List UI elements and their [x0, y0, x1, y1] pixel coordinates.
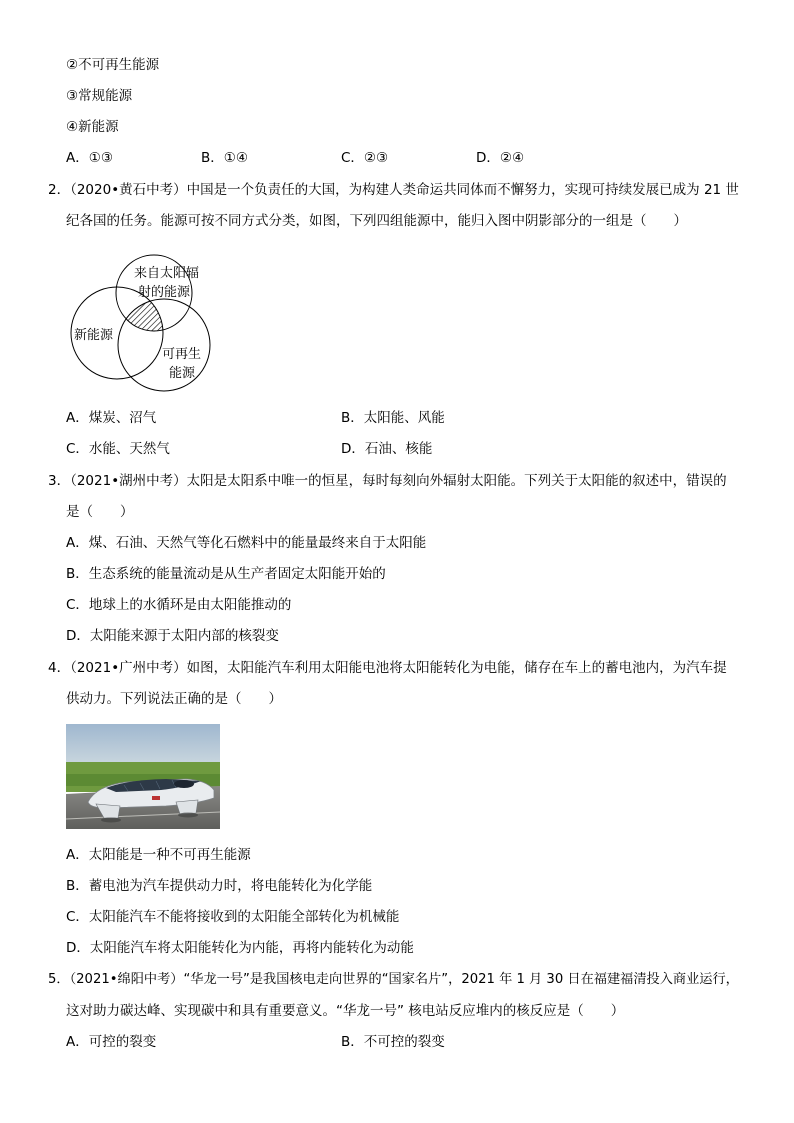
q1-item-3: ③常规能源 — [66, 88, 133, 104]
q3-option-d: D．太阳能来源于太阳内部的核裂变 — [66, 628, 279, 644]
q2-option-d: D．石油、核能 — [341, 441, 433, 457]
q4-option-a: A．太阳能是一种不可再生能源 — [66, 847, 251, 863]
q3-stem-line1: 3．（2021•湖州中考）太阳是太阳系中唯一的恒星，每时每刻向外辐射太阳能。下列关于太阳能的叙述中，错误的 — [48, 473, 727, 489]
venn-label-solar-2: 射的能源 — [138, 285, 191, 300]
q1-item-4: ④新能源 — [66, 119, 119, 135]
q1-option-b: B．①④ — [201, 150, 248, 166]
q4-option-c: C．太阳能汽车不能将接收到的太阳能全部转化为机械能 — [66, 909, 400, 925]
solar-car-photo — [66, 724, 220, 829]
q2-stem-line2: 纪各国的任务。能源可按不同方式分类，如图，下列四组能源中，能归入图中阴影部分的一组是（ ） — [66, 213, 687, 229]
q2-stem-line1: 2．（2020•黄石中考）中国是一个负责任的大国，为构建人类命运共同体而不懈努力，实现可持续发展已成为 21 世 — [48, 182, 739, 198]
q1-item-2: ②不可再生能源 — [66, 57, 160, 73]
q4-option-b: B．蓄电池为汽车提供动力时，将电能转化为化学能 — [66, 878, 373, 894]
q5-stem-line2: 这对助力碳达峰、实现碳中和具有重要意义。“华龙一号” 核电站反应堆内的核反应是（ ） — [66, 1003, 625, 1019]
q1-option-a: A．①③ — [66, 150, 113, 166]
venn-label-new-energy: 新能源 — [74, 328, 114, 343]
q1-option-c: C．②③ — [341, 150, 389, 166]
q2-option-b: B．太阳能、风能 — [341, 410, 445, 426]
q1-option-d: D．②④ — [476, 150, 525, 166]
q2-option-c: C．水能、天然气 — [66, 441, 170, 457]
venn-label-renewable-2: 能源 — [169, 366, 196, 381]
q4-stem-line1: 4．（2021•广州中考）如图，太阳能汽车利用太阳能电池将太阳能转化为电能，储存在车上的蓄电池内，为汽车提 — [48, 660, 727, 676]
venn-circle-renewable — [118, 299, 210, 391]
q3-option-b: B．生态系统的能量流动是从生产者固定太阳能开始的 — [66, 566, 386, 582]
q5-option-b: B．不可控的裂变 — [341, 1034, 445, 1050]
q4-stem-line2: 供动力。下列说法正确的是（ ） — [66, 691, 282, 707]
q3-stem-line2: 是（ ） — [66, 504, 134, 520]
venn-diagram — [66, 252, 226, 392]
venn-label-solar-1: 来自太阳辐 — [134, 266, 200, 281]
q3-option-a: A．煤、石油、天然气等化石燃料中的能量最终来自于太阳能 — [66, 535, 427, 551]
q5-option-a: A．可控的裂变 — [66, 1034, 157, 1050]
venn-label-renewable-1: 可再生 — [162, 347, 202, 362]
q2-option-a: A．煤炭、沼气 — [66, 410, 157, 426]
q5-stem-line1: 5．（2021•绵阳中考）“华龙一号”是我国核电走向世界的“国家名片”，2021 年 1 月 30 日在福建福清投入商业运行， — [48, 972, 739, 987]
q3-option-c: C．地球上的水循环是由太阳能推动的 — [66, 597, 292, 613]
q4-option-d: D．太阳能汽车将太阳能转化为内能，再将内能转化为动能 — [66, 940, 414, 956]
